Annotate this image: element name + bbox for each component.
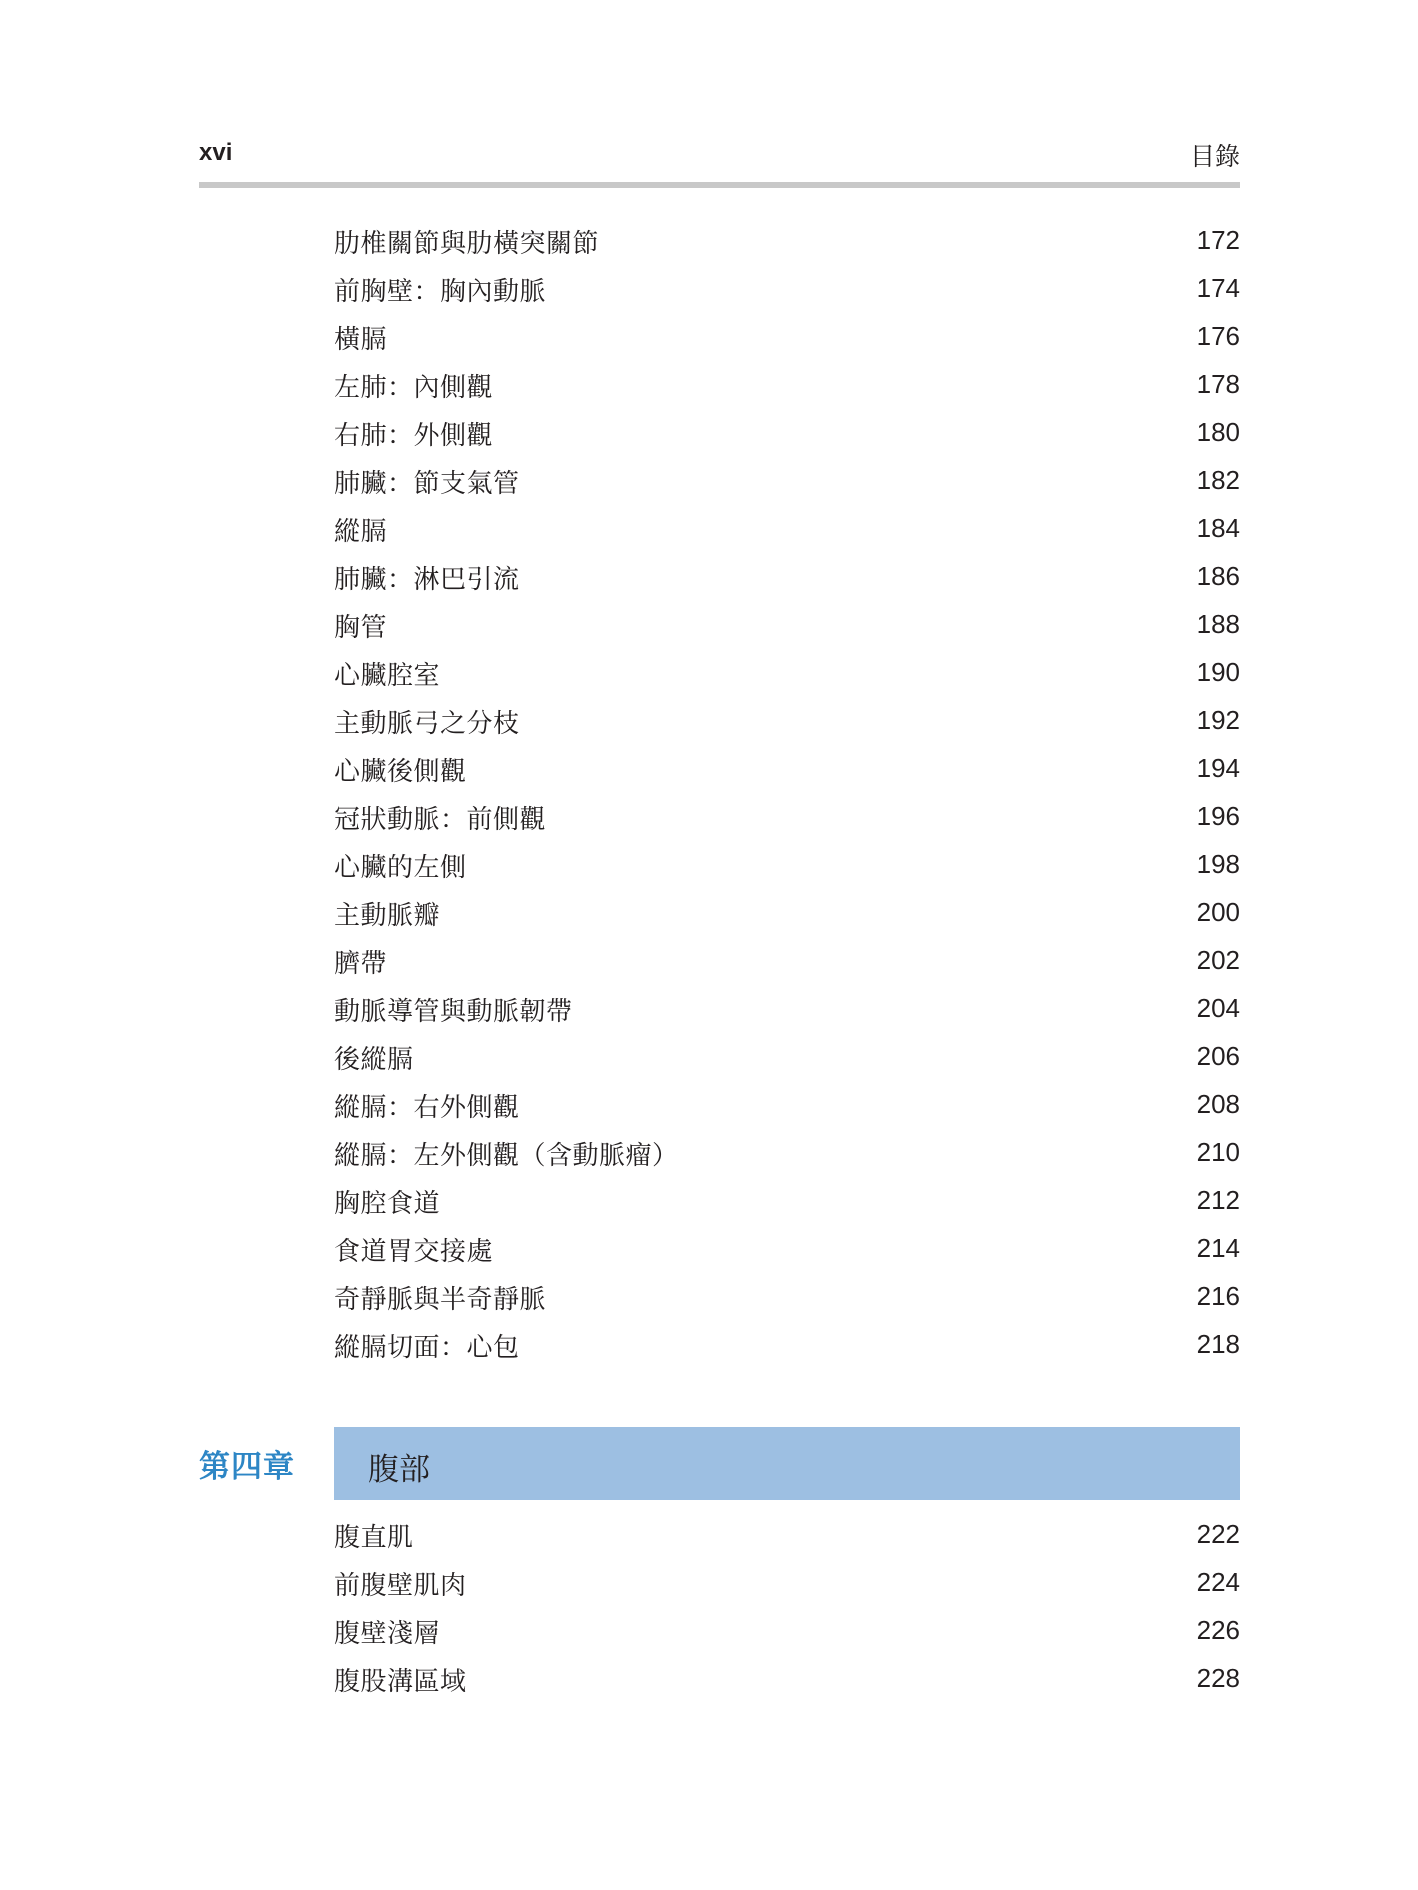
toc-entry	[334, 1320, 1240, 1368]
toc-entry	[334, 1606, 1240, 1654]
chapter-label: 第四章	[199, 1449, 295, 1485]
toc-entry-title: 胸腔食道	[334, 1189, 441, 1219]
toc-entry	[334, 888, 1240, 936]
toc-entry	[334, 408, 1240, 456]
toc-entry	[334, 552, 1240, 600]
toc-entry-title: 冠狀動脈：前側觀	[334, 805, 547, 835]
toc-entry-title: 心臟後側觀	[334, 757, 467, 787]
toc-entry-title: 肺臟：淋巴引流	[334, 565, 520, 595]
toc-entry	[334, 744, 1240, 792]
toc-entry-title: 主動脈瓣	[334, 901, 441, 931]
toc-entry-page-number: 202	[1196, 945, 1240, 975]
toc-entry	[334, 1510, 1240, 1558]
toc-entry-page-number: 212	[1196, 1185, 1240, 1215]
toc-entry-page-number: 192	[1196, 705, 1240, 735]
toc-entry-page-number: 172	[1196, 225, 1240, 255]
toc-entry	[334, 792, 1240, 840]
toc-entry	[334, 360, 1240, 408]
toc-entry	[334, 840, 1240, 888]
toc-entry-page-number: 208	[1196, 1089, 1240, 1119]
toc-entry-page-number: 178	[1196, 369, 1240, 399]
toc-entry-title: 主動脈弓之分枝	[334, 709, 520, 739]
toc-entry-title: 奇靜脈與半奇靜脈	[334, 1285, 547, 1315]
toc-entry	[334, 312, 1240, 360]
toc-entry-page-number: 184	[1196, 513, 1240, 543]
toc-list-abdomen	[334, 1510, 1240, 1702]
toc-entry	[334, 984, 1240, 1032]
toc-entry-page-number: 176	[1196, 321, 1240, 351]
toc-entry-page-number: 204	[1196, 993, 1240, 1023]
toc-entry	[334, 696, 1240, 744]
toc-entry-page-number: 186	[1196, 561, 1240, 591]
running-title: 目錄	[1189, 142, 1240, 171]
toc-entry-title: 縱膈	[334, 517, 388, 547]
toc-entry-page-number: 224	[1196, 1567, 1240, 1597]
toc-entry	[334, 936, 1240, 984]
page-header	[199, 135, 1240, 175]
toc-entry-page-number: 210	[1196, 1137, 1240, 1167]
toc-entry-title: 縱膈：右外側觀	[334, 1093, 520, 1123]
toc-entry-page-number: 206	[1196, 1041, 1240, 1071]
toc-entry-page-number: 188	[1196, 609, 1240, 639]
chapter-title: 腹部	[368, 1452, 430, 1488]
page-number: xvi	[199, 139, 233, 166]
toc-entry-title: 心臟的左側	[334, 853, 467, 883]
toc-entry	[334, 1654, 1240, 1702]
toc-entry-page-number: 214	[1196, 1233, 1240, 1263]
toc-list-thorax	[334, 216, 1240, 1368]
toc-entry	[334, 216, 1240, 264]
toc-entry-title: 橫膈	[334, 325, 388, 355]
toc-entry-title: 縱膈切面：心包	[334, 1333, 520, 1363]
toc-entry-title: 肋椎關節與肋橫突關節	[334, 229, 600, 259]
toc-entry-title: 前腹壁肌肉	[334, 1571, 467, 1601]
toc-entry-title: 腹直肌	[334, 1523, 414, 1553]
toc-entry-title: 左肺：內側觀	[334, 373, 494, 403]
toc-entry	[334, 1032, 1240, 1080]
toc-entry-page-number: 174	[1196, 273, 1240, 303]
toc-entry	[334, 504, 1240, 552]
toc-entry	[334, 456, 1240, 504]
toc-entry-page-number: 228	[1196, 1663, 1240, 1693]
header-divider	[199, 182, 1240, 188]
toc-entry	[334, 600, 1240, 648]
toc-entry-title: 動脈導管與動脈韌帶	[334, 997, 573, 1027]
toc-entry-page-number: 218	[1196, 1329, 1240, 1359]
toc-entry-title: 右肺：外側觀	[334, 421, 494, 451]
toc-entry	[334, 1128, 1240, 1176]
toc-entry-title: 臍帶	[334, 949, 388, 979]
toc-entry-page-number: 200	[1196, 897, 1240, 927]
toc-entry-page-number: 196	[1196, 801, 1240, 831]
toc-entry-page-number: 226	[1196, 1615, 1240, 1645]
toc-entry-page-number: 194	[1196, 753, 1240, 783]
toc-entry	[334, 1224, 1240, 1272]
toc-entry-page-number: 222	[1196, 1519, 1240, 1549]
toc-entry-title: 肺臟：節支氣管	[334, 469, 520, 499]
toc-entry-title: 後縱膈	[334, 1045, 414, 1075]
toc-entry-page-number: 216	[1196, 1281, 1240, 1311]
toc-entry	[334, 264, 1240, 312]
toc-entry	[334, 1176, 1240, 1224]
toc-entry-title: 腹壁淺層	[334, 1619, 441, 1649]
toc-entry-title: 腹股溝區域	[334, 1667, 467, 1697]
toc-entry-title: 心臟腔室	[334, 661, 441, 691]
toc-entry	[334, 648, 1240, 696]
toc-entry-title: 食道胃交接處	[334, 1237, 494, 1267]
toc-entry-title: 胸管	[334, 613, 388, 643]
toc-entry-title: 縱膈：左外側觀（含動脈瘤）	[334, 1141, 679, 1171]
toc-entry-page-number: 182	[1196, 465, 1240, 495]
toc-entry-page-number: 190	[1196, 657, 1240, 687]
toc-entry-page-number: 180	[1196, 417, 1240, 447]
toc-entry-title: 前胸壁：胸內動脈	[334, 277, 547, 307]
toc-entry	[334, 1080, 1240, 1128]
toc-entry	[334, 1272, 1240, 1320]
toc-entry	[334, 1558, 1240, 1606]
chapter-heading-band	[334, 1427, 1240, 1500]
toc-entry-page-number: 198	[1196, 849, 1240, 879]
